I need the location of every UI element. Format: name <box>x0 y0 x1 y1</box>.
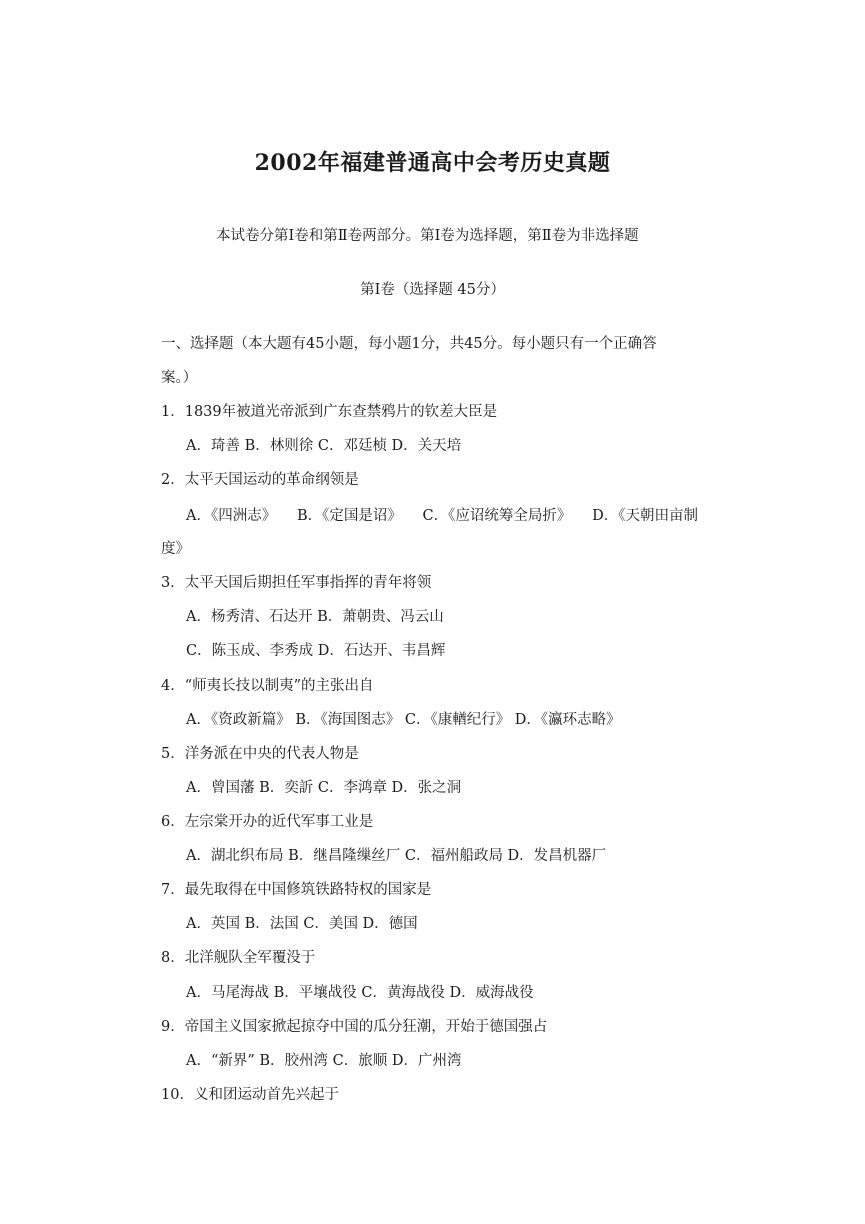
section-heading-continued: 案。） <box>161 370 198 386</box>
question-3-stem: 3．太平天国后期担任军事指挥的青年将领 <box>161 575 432 591</box>
question-4-stem: 4．“师夷长技以制夷”的主张出自 <box>161 678 374 694</box>
question-7-options: A．英国 B．法国 C．美国 D．德国 <box>186 916 418 932</box>
question-1-options: A．琦善 B．林则徐 C．邓廷桢 D．关天培 <box>186 438 462 454</box>
question-3-options-line1: A．杨秀清、石达开 B．萧朝贵、冯云山 <box>186 609 444 625</box>
question-7-stem: 7．最先取得在中国修筑铁路特权的国家是 <box>161 882 432 898</box>
question-10-stem: 10．义和团运动首先兴起于 <box>161 1087 339 1103</box>
question-6-stem: 6．左宗棠开办的近代军事工业是 <box>161 814 374 830</box>
question-8-options: A．马尾海战 B．平壤战役 C．黄海战役 D．威海战役 <box>186 985 534 1001</box>
question-2-option-b: B．《定国是诏》 <box>296 508 402 524</box>
question-5-stem: 5．洋务派在中央的代表人物是 <box>161 746 359 762</box>
question-2-options-wrap: 度》 <box>161 541 190 557</box>
volume-heading: 第Ⅰ卷（选择题 45分） <box>360 282 505 298</box>
question-9-stem: 9．帝国主义国家掀起掠夺中国的瓜分狂潮，开始于德国强占 <box>161 1019 548 1035</box>
question-1-stem: 1．1839年被道光帝派到广东查禁鸦片的钦差大臣是 <box>161 404 498 420</box>
question-3-options-line2: C．陈玉成、李秀成 D．石达开、韦昌辉 <box>186 643 446 659</box>
intro-text: 本试卷分第Ⅰ卷和第Ⅱ卷两部分。第Ⅰ卷为选择题，第Ⅱ卷为非选择题 <box>216 228 639 244</box>
question-4-options: A．《资政新篇》 B．《海国图志》 C．《康輶纪行》 D．《瀛环志略》 <box>186 712 621 728</box>
question-2-option-c: C．《应诏统筹全局折》 <box>422 508 572 524</box>
question-2-stem: 2．太平天国运动的革命纲领是 <box>161 472 359 488</box>
question-5-options: A．曾国藩 B．奕訢 C．李鸿章 D．张之洞 <box>186 780 462 796</box>
document-title: 2002年福建普通高中会考历史真题 <box>254 150 611 176</box>
question-9-options: A．“新界” B．胶州湾 C．旅顺 D．广州湾 <box>186 1053 462 1069</box>
question-2-option-d: D．《天朝田亩制 <box>592 508 698 524</box>
section-heading: 一、选择题（本大题有45小题，每小题1分，共45分。每小题只有一个正确答 <box>161 336 657 352</box>
question-2-options <box>186 506 698 526</box>
question-2-option-a: A．《四洲志》 <box>186 508 277 524</box>
question-6-options: A．湖北织布局 B．继昌隆缫丝厂 C．福州船政局 D．发昌机器厂 <box>186 848 607 864</box>
question-8-stem: 8．北洋舰队全军覆没于 <box>161 950 316 966</box>
